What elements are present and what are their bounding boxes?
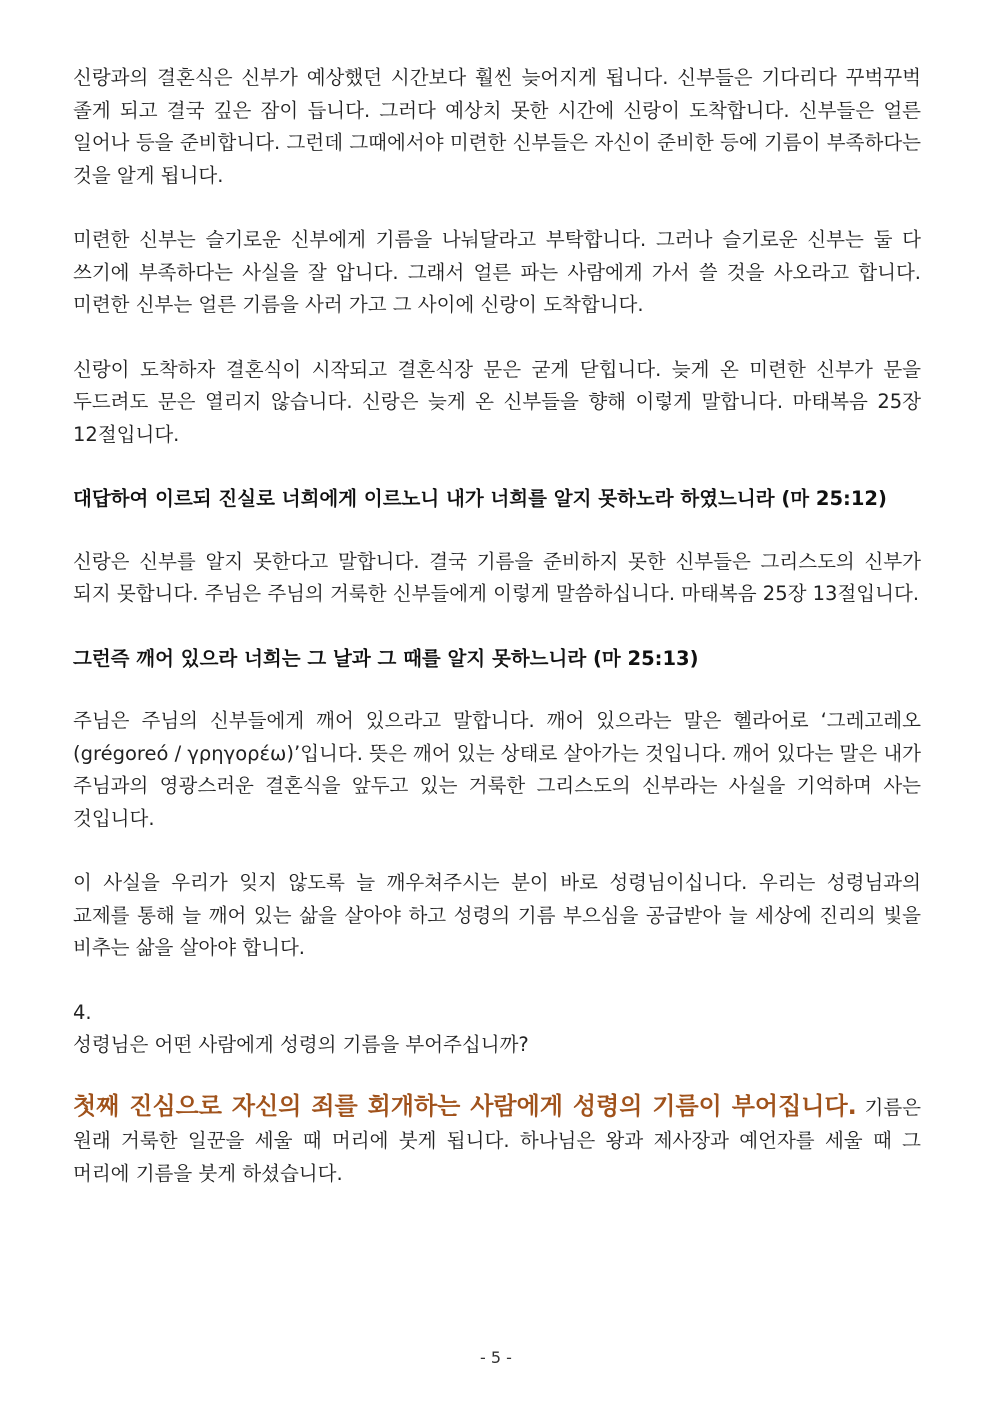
paragraph-2: 미련한 신부는 슬기로운 신부에게 기름을 나눠달라고 부탁합니다. 그러나 슬기로운 신부는 둘 다 쓰기에 부족하다는 사실을 잘 압니다. 그래서 얼른 파는 사람에게 가서 쓸 것을 사오라고 합니다. 미련한 신부는 얼른 기름을 사러 가고 그 사이에 신랑이 도착합니다. [73, 228, 921, 316]
section-question: 성령님은 어떤 사람에게 성령의 기름을 부어주십니까? [73, 1033, 529, 1056]
paragraph-7-body: 기름은 원래 거룩한 일꾼을 세울 때 머리에 붓게 됩니다. 하나님은 왕과 제사장과 예언자를 세울 때 그 머리에 기름을 붓게 하셨습니다. [73, 1095, 921, 1185]
section-number: 4. [73, 1000, 92, 1024]
paragraph-1: 신랑과의 결혼식은 신부가 예상했던 시간보다 훨씬 늦어지게 됩니다. 신부들은 기다리다 꾸벅꾸벅 졸게 되고 결국 깊은 잠이 듭니다. 그러다 예상치 못한 시간에 신랑이 도착합니다. 신부들은 얼른 일어나 등을 준비합니다. 그런데 그때에서야 미련한 신부들은 자신이 준비한 등에 기름이 부족하다는 것을 알게 됩니다. [73, 66, 921, 187]
scripture-verse-25-12: 대답하여 이르되 진실로 너희에게 이르노니 내가 너희를 알지 못하노라 하였느니라 (마 25:12) [73, 487, 887, 510]
document-body [73, 62, 921, 1190]
paragraph-7 [73, 1090, 921, 1190]
paragraph-3: 신랑이 도착하자 결혼식이 시작되고 결혼식장 문은 굳게 닫힙니다. 늦게 온 미련한 신부가 문을 두드려도 문은 열리지 않습니다. 신랑은 늦게 온 신부들을 향해 이렇게 말합니다. 마태복음 25장 12절입니다. [73, 357, 921, 446]
paragraph-4: 신랑은 신부를 알지 못한다고 말합니다. 결국 기름을 준비하지 못한 신부들은 그리스도의 신부가 되지 못합니다. 주님은 주님의 거룩한 신부들에게 이렇게 말씀하십니다. 마태복음 25장 13절입니다. [73, 549, 921, 605]
highlighted-statement: 첫째 진심으로 자신의 죄를 회개하는 사람에게 성령의 기름이 부어집니다. [73, 1091, 857, 1120]
scripture-verse-25-13: 그런즉 깨어 있으라 너희는 그 날과 그 때를 알지 못하느니라 (마 25:13) [73, 646, 699, 670]
paragraph-5: 주님은 주님의 신부들에게 깨어 있으라고 말합니다. 깨어 있으라는 말은 헬라어로 ‘그레고레오(grégoreó / γρηγορέω)’입니다. 뜻은 깨어 있는 상태로 살아가는 것입니다. 깨어 있다는 말은 내가 주님과의 영광스러운 결혼식을 앞두고 있는 거룩한 그리스도의 신부라는 사실을 기억하며 사는 것입니다. [73, 709, 921, 830]
page-number: - 5 - [480, 1348, 512, 1367]
paragraph-6: 이 사실을 우리가 잊지 않도록 늘 깨우쳐주시는 분이 바로 성령님이십니다. 우리는 성령님과의 교제를 통해 늘 깨어 있는 삶을 살아야 하고 성령의 기름 부으심을 공급받아 늘 세상에 진리의 빛을 비추는 삶을 살아야 합니다. [73, 871, 921, 959]
